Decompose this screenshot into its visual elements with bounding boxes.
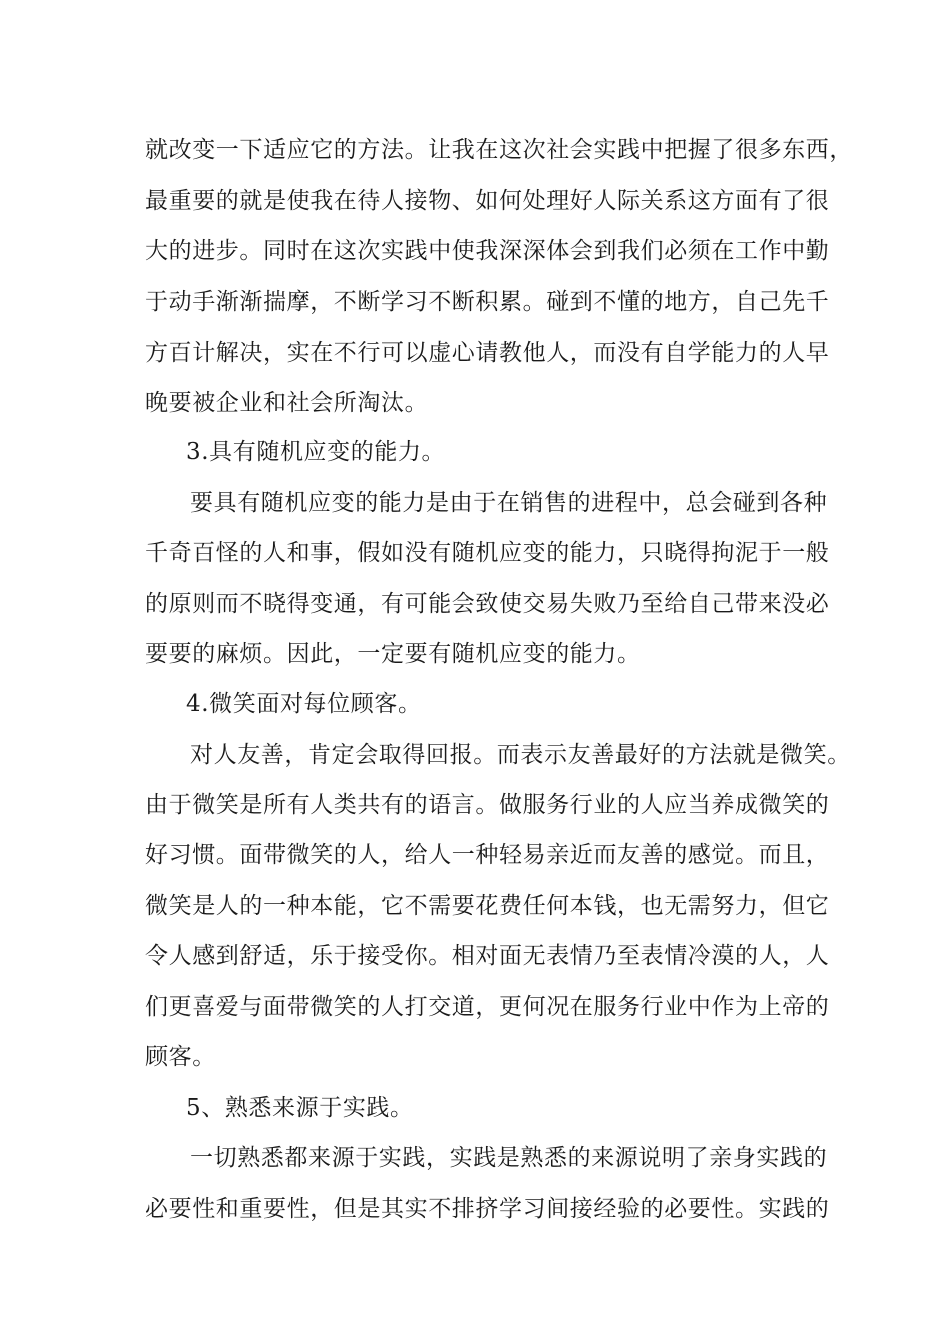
text-line: 好习惯。面带微笑的人，给人一种轻易亲近而友善的感觉。而且， [145,842,830,868]
text-line: 微笑是人的一种本能，它不需要花费任何本钱，也无需努力，但它 [145,893,830,919]
text-line: 要要的麻烦。因此，一定要有随机应变的能力。 [145,641,641,667]
text-line: 由于微笑是所有人类共有的语言。做服务行业的人应当养成微笑的 [145,792,830,818]
text-line: 就改变一下适应它的方法。让我在这次社会实践中把握了很多东西， [145,137,853,163]
text-line: 大的进步。同时在这次实践中使我深深体会到我们必须在工作中勤 [145,238,830,264]
section-heading: 4.微笑面对每位顾客。 [186,691,422,717]
text-line: 对人友善，肯定会取得回报。而表示友善最好的方法就是微笑。 [190,742,851,768]
text-line: 于动手渐渐揣摩，不断学习不断积累。碰到不懂的地方，自己先千 [145,289,830,315]
text-line: 必要性和重要性，但是其实不排挤学习间接经验的必要性。实践的 [145,1196,830,1222]
text-line: 一切熟悉都来源于实践，实践是熟悉的来源说明了亲身实践的 [190,1145,828,1171]
text-line: 要具有随机应变的能力是由于在销售的进程中，总会碰到各种 [190,490,828,516]
text-line: 令人感到舒适，乐于接受你。相对面无表情乃至表情冷漠的人，人 [145,943,830,969]
text-line: 们更喜爱与面带微笑的人打交道，更何况在服务行业中作为上帝的 [145,994,830,1020]
text-line: 最重要的就是使我在待人接物、如何处理好人际关系这方面有了很 [145,188,830,214]
text-line: 的原则而不晓得变通，有可能会致使交易失败乃至给自己带来没必 [145,591,830,617]
text-line: 晚要被企业和社会所淘汰。 [145,390,429,416]
text-line: 千奇百怪的人和事，假如没有随机应变的能力，只晓得拘泥于一般 [145,540,830,566]
text-line: 方百计解决，实在不行可以虚心请教他人，而没有自学能力的人早 [145,340,830,366]
section-heading: 3.具有随机应变的能力。 [186,439,446,465]
text-line: 顾客。 [145,1044,216,1070]
section-heading: 5、熟悉来源于实践。 [186,1095,414,1121]
